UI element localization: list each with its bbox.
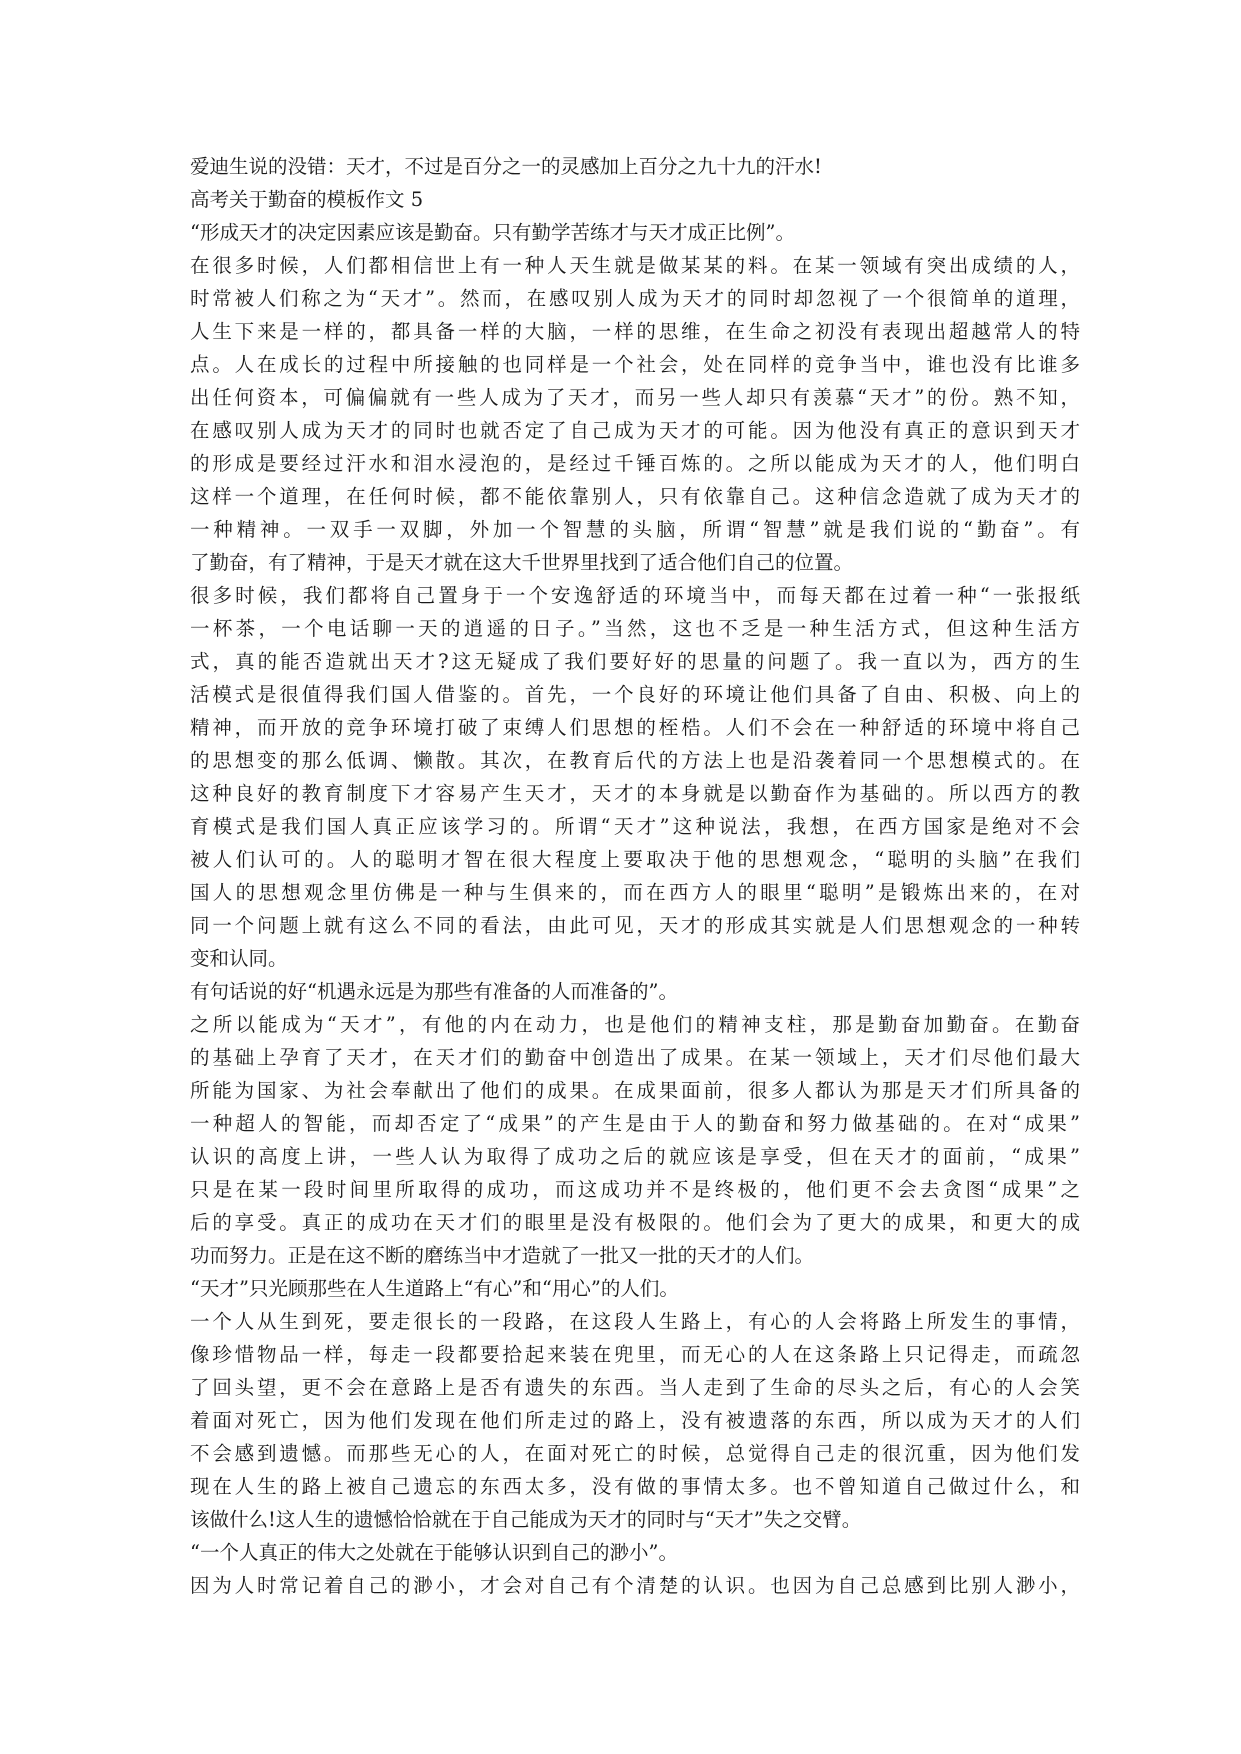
text-line: 所能为国家、为社会奉献出了他们的成果。在成果面前，很多人都认为那是天才们所具备的	[190, 1079, 1080, 1102]
text-line: 爱迪生说的没错：天才，不过是百分之一的灵感加上百分之九十九的汗水!	[190, 155, 822, 178]
text-line: 的形成是要经过汗水和泪水浸泡的，是经过千锤百炼的。之所以能成为天才的人，他们明白	[190, 452, 1080, 475]
text-line: 不会感到遗憾。而那些无心的人，在面对死亡的时候，总觉得自己走的很沉重，因为他们发	[190, 1442, 1080, 1465]
text-line: 同一个问题上就有这么不同的看法，由此可见，天才的形成其实就是人们思想观念的一种转	[190, 914, 1080, 937]
text-line: 的思想变的那么低调、懒散。其次，在教育后代的方法上也是沿袭着同一个思想模式的。在	[190, 749, 1080, 772]
text-line: 变和认同。	[190, 947, 288, 970]
text-line: 精神，而开放的竞争环境打破了束缚人们思想的桎梏。人们不会在一种舒适的环境中将自己	[190, 716, 1080, 739]
text-line: 后的享受。真正的成功在天才们的眼里是没有极限的。他们会为了更大的成果，和更大的成	[190, 1211, 1080, 1234]
text-line: 在感叹别人成为天才的同时也就否定了自己成为天才的可能。因为他没有真正的意识到天才	[190, 419, 1080, 442]
text-line: “形成天才的决定因素应该是勤奋。只有勤学苦练才与天才成正比例”。	[190, 221, 795, 244]
text-line: 只是在某一段时间里所取得的成功，而这成功并不是终极的，他们更不会去贪图“成果”之	[190, 1178, 1080, 1201]
text-line: 一杯茶，一个电话聊一天的逍遥的日子。”当然，这也不乏是一种生活方式，但这种生活方	[190, 617, 1080, 640]
text-line: 像珍惜物品一样，每走一段都要拾起来装在兜里，而无心的人在这条路上只记得走，而疏忽	[190, 1343, 1080, 1366]
text-line: 这样一个道理，在任何时候，都不能依靠别人，只有依靠自己。这种信念造就了成为天才的	[190, 485, 1080, 508]
text-line: 现在人生的路上被自己遗忘的东西太多，没有做的事情太多。也不曾知道自己做过什么，和	[190, 1475, 1080, 1498]
text-line: 因为人时常记着自己的渺小，才会对自己有个清楚的认识。也因为自己总感到比别人渺小，	[190, 1574, 1080, 1597]
text-line: 被人们认可的。人的聪明才智在很大程度上要取决于他的思想观念，“聪明的头脑”在我们	[190, 848, 1080, 871]
text-line: 的基础上孕育了天才，在天才们的勤奋中创造出了成果。在某一领域上，天才们尽他们最大	[190, 1046, 1080, 1069]
text-line: 着面对死亡，因为他们发现在他们所走过的路上，没有被遗落的东西，所以成为天才的人们	[190, 1409, 1080, 1432]
text-line: 点。人在成长的过程中所接触的也同样是一个社会，处在同样的竞争当中，谁也没有比谁多	[190, 353, 1080, 376]
text-line: 在很多时候，人们都相信世上有一种人天生就是做某某的料。在某一领域有突出成绩的人，	[190, 254, 1080, 277]
text-line: 式，真的能否造就出天才?这无疑成了我们要好好的思量的问题了。我一直以为，西方的生	[190, 650, 1080, 673]
text-line: 一个人从生到死，要走很长的一段路，在这段人生路上，有心的人会将路上所发生的事情，	[190, 1310, 1080, 1333]
text-line: 出任何资本，可偏偏就有一些人成为了天才，而另一些人却只有羡慕“天才”的份。熟不知，	[190, 386, 1080, 409]
text-line: 国人的思想观念里仿佛是一种与生俱来的，而在西方人的眼里“聪明”是锻炼出来的，在对	[190, 881, 1080, 904]
text-line: 活模式是很值得我们国人借鉴的。首先，一个良好的环境让他们具备了自由、积极、向上的	[190, 683, 1080, 706]
text-line: 了回头望，更不会在意路上是否有遗失的东西。当人走到了生命的尽头之后，有心的人会笑	[190, 1376, 1080, 1399]
text-line: 一种超人的智能，而却否定了“成果”的产生是由于人的勤奋和努力做基础的。在对“成果”	[190, 1112, 1080, 1135]
text-line: 有句话说的好“机遇永远是为那些有准备的人而准备的”。	[190, 980, 678, 1003]
text-line: 功而努力。正是在这不断的磨练当中才造就了一批又一批的天才的人们。	[190, 1244, 815, 1267]
text-line: 一种精神。一双手一双脚，外加一个智慧的头脑，所谓“智慧”就是我们说的“勤奋”。有	[190, 518, 1080, 541]
text-line: “一个人真正的伟大之处就在于能够认识到自己的渺小”。	[190, 1541, 678, 1564]
text-line: 该做什么!这人生的遗憾恰恰就在于自己能成为天才的同时与“天才”失之交臂。	[190, 1508, 862, 1531]
text-line: “天才”只光顾那些在人生道路上“有心”和“用心”的人们。	[190, 1277, 679, 1300]
text-line: 育模式是我们国人真正应该学习的。所谓“天才”这种说法，我想，在西方国家是绝对不会	[190, 815, 1080, 838]
text-line: 之所以能成为“天才”，有他的内在动力，也是他们的精神支柱，那是勤奋加勤奋。在勤奋	[190, 1013, 1080, 1036]
text-line: 高考关于勤奋的模板作文 5	[190, 188, 424, 211]
text-line: 认识的高度上讲，一些人认为取得了成功之后的就应该是享受，但在天才的面前，“成果”	[190, 1145, 1080, 1168]
text-line: 人生下来是一样的，都具备一样的大脑，一样的思维，在生命之初没有表现出超越常人的特	[190, 320, 1080, 343]
text-line: 这种良好的教育制度下才容易产生天才，天才的本身就是以勤奋作为基础的。所以西方的教	[190, 782, 1080, 805]
text-line: 时常被人们称之为“天才”。然而，在感叹别人成为天才的同时却忽视了一个很简单的道理，	[190, 287, 1080, 310]
text-line: 很多时候，我们都将自己置身于一个安逸舒适的环境当中，而每天都在过着一种“一张报纸	[190, 584, 1080, 607]
document-body	[190, 150, 1080, 1602]
text-line: 了勤奋，有了精神，于是天才就在这大千世界里找到了适合他们自己的位置。	[190, 551, 854, 574]
